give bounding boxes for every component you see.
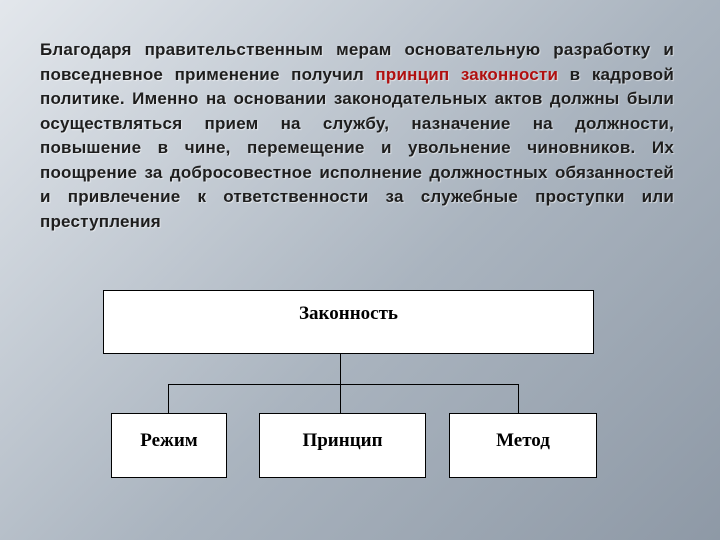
root-node-box bbox=[103, 290, 594, 354]
child-node-label: Принцип bbox=[302, 430, 383, 451]
connector-right bbox=[518, 384, 519, 413]
child-node-box-principle bbox=[259, 413, 426, 478]
connector-left bbox=[168, 384, 169, 413]
connector-horizontal bbox=[168, 384, 519, 385]
child-node-label: Метод bbox=[496, 430, 550, 451]
connector-vertical-root bbox=[340, 354, 341, 384]
paragraph-text-1: Благодаря правительственным мерам основательную разработку и повседневное применение получил bbox=[40, 40, 674, 84]
highlighted-term: принцип законности bbox=[375, 64, 559, 84]
child-node-box-regime bbox=[111, 413, 227, 478]
child-node-label: Режим bbox=[140, 430, 198, 451]
child-node-box-method bbox=[449, 413, 597, 478]
connector-middle bbox=[340, 384, 341, 413]
root-node-label: Законность bbox=[299, 303, 398, 324]
paragraph-text-2: в кадровой политике. Именно на основании законодательных актов должны были осуществляться прием на службу, назначение на должности, повышение в чине, перемещение и увольнение чиновников. Их поощрение за добросовестное исполнение должностных обязанностей и привлечение к ответственности за служебные проступки или преступления bbox=[40, 64, 674, 231]
intro-paragraph bbox=[40, 38, 674, 234]
